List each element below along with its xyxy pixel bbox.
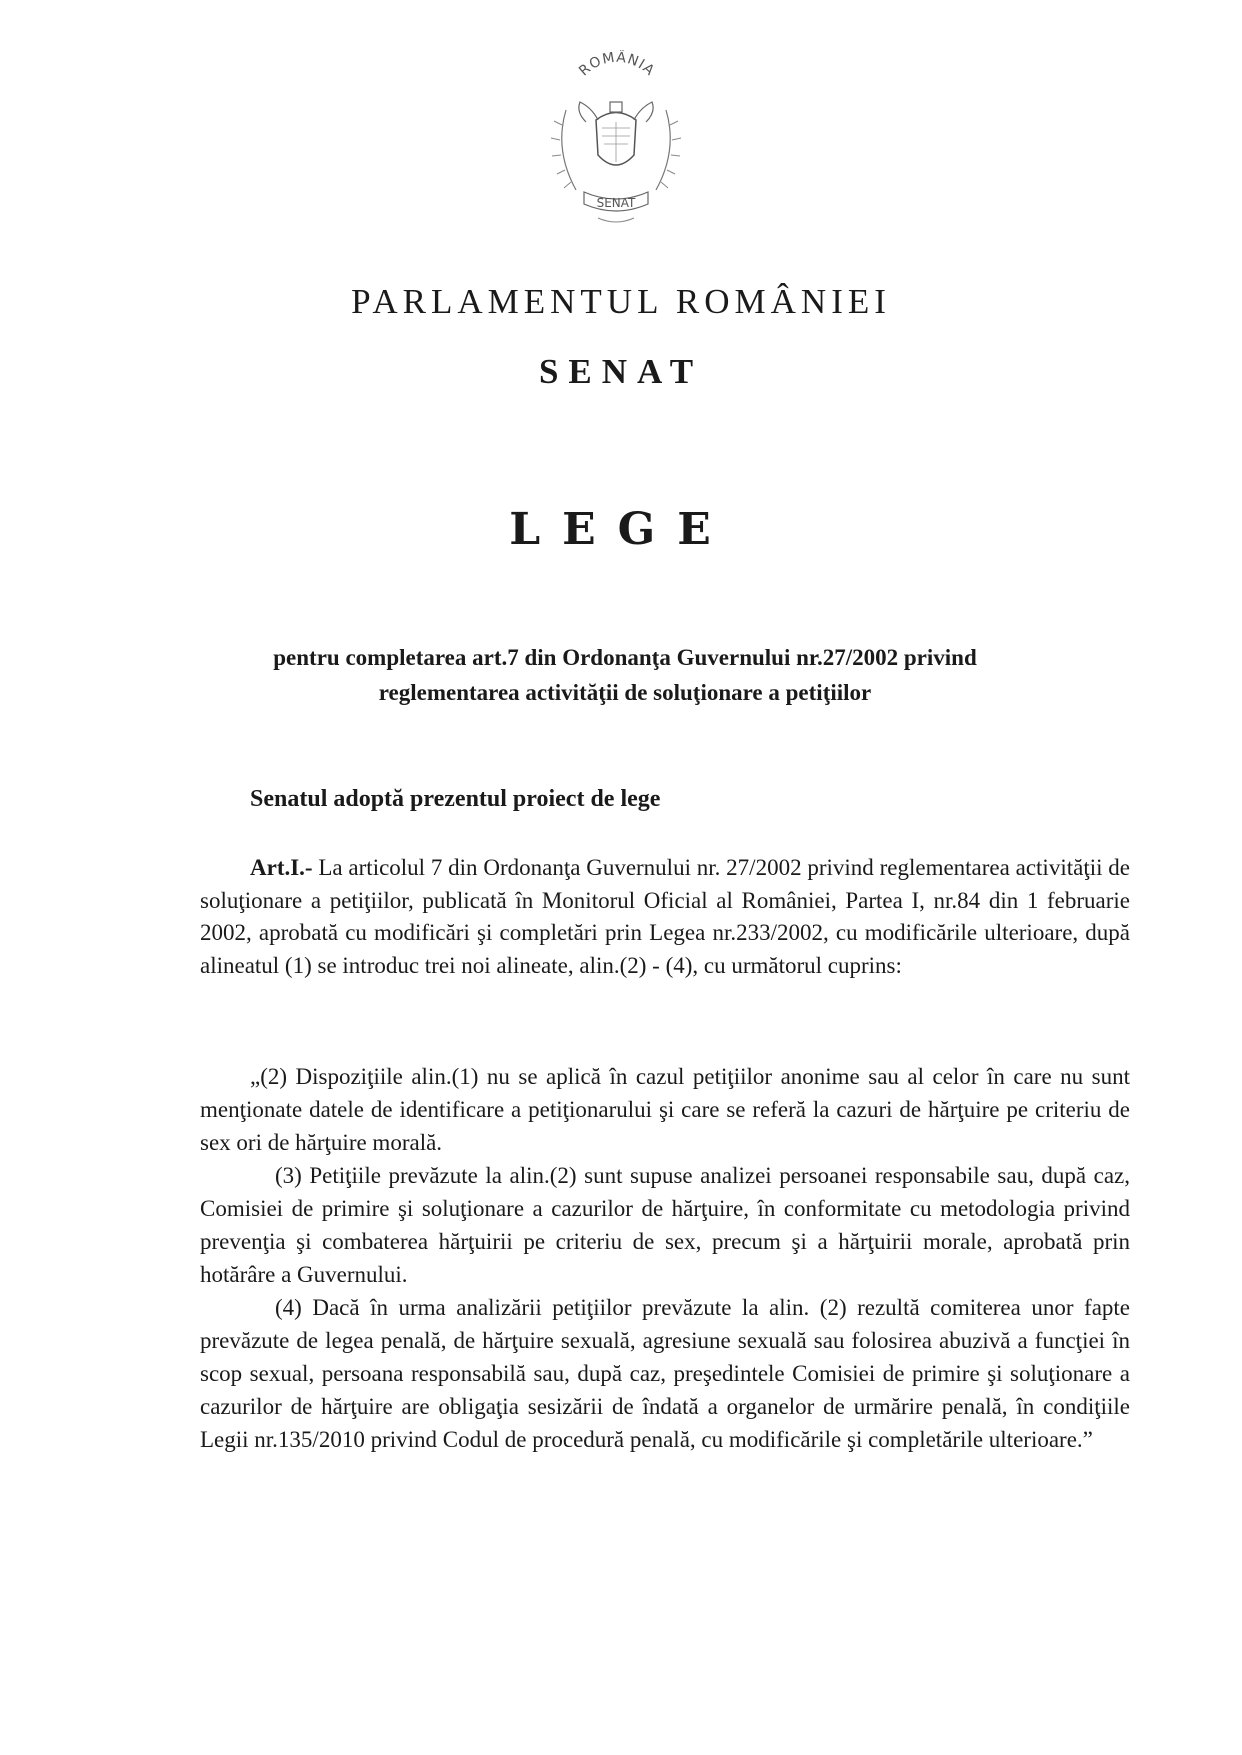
emblem-top-text: ROMÂNIA: [576, 50, 658, 80]
law-title: pentru completarea art.7 din Ordonanţa Guvernului nr.27/2002 privind reglementarea activităţii de soluţionare a petiţiilor: [273, 645, 977, 705]
parliament-heading: PARLAMENTUL ROMÂNIEI: [351, 282, 891, 321]
quoted-paragraphs: [200, 1060, 1130, 1456]
svg-text:ROMÂNIA: [576, 50, 658, 79]
adoption-statement: Senatul adoptă prezentul proiect de lege: [250, 786, 661, 812]
emblem-bottom-text: SENAT: [596, 196, 636, 210]
document-type: LEGE: [509, 504, 733, 555]
article-one: [200, 852, 1130, 982]
paragraph-4: (4) Dacă în urma analizării petiţiilor prevăzute la alin. (2) rezultă comiterea unor fapte prevăzute de legea penală, de hărţuire sexuală, agresiune sexuală sau folosirea abuzivă a funcţiei în scop sexual, persoana responsabilă sau, după caz, preşedintele Comisiei de primire şi soluţionare a cazurilor de hărţuire are obligaţia sesizării de îndată a organelor de urmărire penală, în condiţiile Legii nr.135/2010 privind Codul de procedură penală, cu modificările şi completările ulterioare.”: [200, 1295, 1130, 1452]
article-label: Art.I.-: [250, 855, 313, 880]
senate-emblem: [536, 50, 696, 230]
article-text: La articolul 7 din Ordonanţa Guvernului nr. 27/2002 privind reglementarea activităţii de soluţionare a petiţiilor, publicată în Monitorul Oficial al României, Partea I, nr.84 din 1 februarie 2002, aprobată cu modificări şi completări prin Legea nr.233/2002, cu modificările ulterioare, după alineatul (1) se introduc trei noi alineate, alin.(2) - (4), cu următorul cuprins:: [200, 855, 1130, 978]
paragraph-3: (3) Petiţiile prevăzute la alin.(2) sunt supuse analizei persoanei responsabile sau, după caz, Comisiei de primire şi soluţionare a cazurilor de hărţuire, în conformitate cu metodologia privind prevenţia şi combaterea hărţuirii pe criteriu de sex, precum şi a hărţuirii morale, aprobată prin hotărâre a Guvernului.: [200, 1163, 1130, 1287]
paragraph-2: „(2) Dispoziţiile alin.(1) nu se aplică în cazul petiţiilor anonime sau al celor în care nu sunt menţionate datele de identificare a petiţionarului şi care se referă la cazuri de hărţuire pe criteriu de sex ori de hărţuire morală.: [200, 1064, 1130, 1155]
chamber-heading: SENAT: [538, 352, 704, 391]
